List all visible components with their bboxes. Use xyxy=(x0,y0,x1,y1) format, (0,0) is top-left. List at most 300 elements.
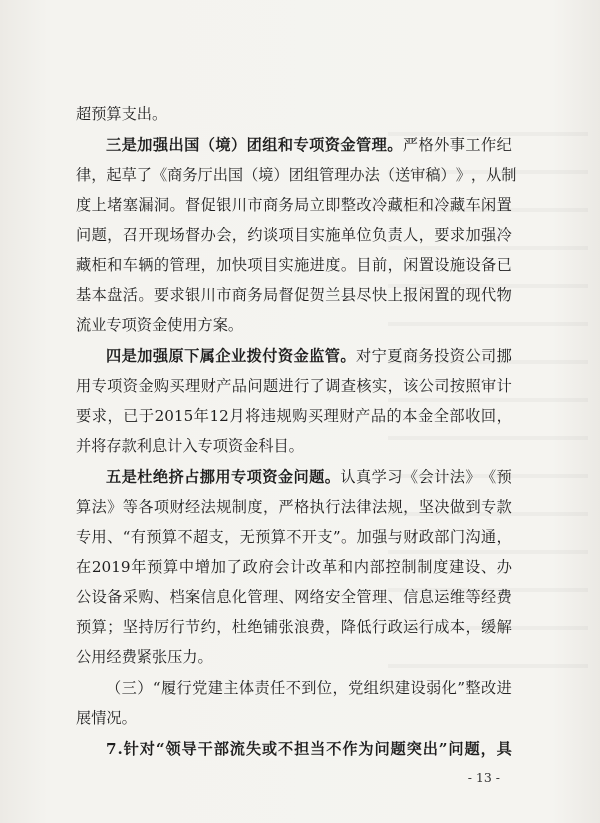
glyph: 制 xyxy=(501,166,517,184)
glyph: 场 xyxy=(169,226,185,244)
glyph: 络 xyxy=(309,588,325,606)
glyph: 管 xyxy=(169,256,185,274)
glyph: 《 xyxy=(481,468,497,486)
glyph: 本 xyxy=(91,286,107,304)
glyph: 闲 xyxy=(403,256,419,274)
text-line xyxy=(76,376,512,396)
glyph: 解 xyxy=(496,618,512,636)
glyph: 预 xyxy=(147,558,163,576)
glyph: 。 xyxy=(341,528,357,546)
glyph: 查 xyxy=(340,377,357,395)
glyph: 管 xyxy=(247,588,263,606)
glyph: 外 xyxy=(434,136,450,154)
glyph: 党 xyxy=(192,679,208,697)
glyph: 柜 xyxy=(91,256,107,274)
glyph: 备 xyxy=(481,256,497,274)
glyph: 法 xyxy=(91,498,107,516)
glyph: 专 xyxy=(91,377,107,395)
glyph: 问 xyxy=(448,740,464,758)
glyph: 费 xyxy=(496,588,512,606)
glyph: 。 xyxy=(169,196,185,214)
glyph: 规 xyxy=(216,498,232,516)
glyph: 本 xyxy=(402,407,418,425)
glyph: 部 xyxy=(449,407,465,425)
glyph: 网 xyxy=(294,588,310,606)
glyph: 和 xyxy=(418,196,434,214)
glyph: 下 xyxy=(184,347,200,365)
glyph: ， xyxy=(403,498,419,516)
glyph: 改 xyxy=(481,679,497,697)
glyph: 资 xyxy=(449,347,465,365)
glyph: 回 xyxy=(480,407,497,425)
glyph: 买 xyxy=(169,377,185,395)
glyph: 于 xyxy=(138,407,155,425)
glyph: 建 xyxy=(207,679,223,697)
glyph: 川 xyxy=(231,196,247,214)
glyph: ， xyxy=(332,679,348,697)
glyph: 失 xyxy=(245,740,262,758)
glyph: 国 xyxy=(184,136,200,154)
glyph: 商 xyxy=(167,166,183,184)
glyph: 是 xyxy=(121,136,137,154)
glyph: 格 xyxy=(418,136,434,154)
glyph: 求 xyxy=(91,407,107,425)
glyph: 干 xyxy=(197,740,213,758)
glyph: 前 xyxy=(371,256,388,274)
glyph: 度 xyxy=(325,256,341,274)
glyph: 息 xyxy=(216,588,232,606)
glyph: 备 xyxy=(107,588,123,606)
glyph: ； xyxy=(107,618,123,636)
glyph: 学 xyxy=(371,468,387,486)
glyph: 调 xyxy=(325,377,341,395)
glyph: 设 xyxy=(434,256,450,274)
glyph: 度 xyxy=(433,558,449,576)
glyph: 金 xyxy=(293,347,309,365)
glyph: 和 xyxy=(277,136,294,154)
glyph: 银 xyxy=(216,196,232,214)
glyph: 计 xyxy=(496,377,512,395)
glyph: 督 xyxy=(278,286,294,304)
glyph: 和 xyxy=(337,558,354,576)
glyph: 报 xyxy=(403,286,419,304)
text-line xyxy=(76,285,512,305)
glyph: 会 xyxy=(216,226,232,244)
glyph: 加 xyxy=(137,347,153,365)
glyph: 产 xyxy=(216,377,232,395)
glyph: 审 xyxy=(410,166,426,184)
glyph: 行 xyxy=(371,618,388,636)
glyph: ） xyxy=(231,136,247,154)
glyph: 了 xyxy=(136,166,152,184)
glyph: 《 xyxy=(402,468,419,486)
glyph: 监 xyxy=(309,347,325,365)
glyph: 到 xyxy=(301,679,317,697)
glyph: 品 xyxy=(370,407,387,425)
glyph: 款 xyxy=(496,498,512,516)
glyph: 出 xyxy=(422,740,438,758)
glyph: 建 xyxy=(449,558,465,576)
text-line xyxy=(76,165,517,185)
glyph: 和 xyxy=(107,256,123,274)
glyph: 整 xyxy=(465,679,481,697)
glyph: 、 xyxy=(387,588,403,606)
glyph: 政 xyxy=(418,528,434,546)
glyph: 藏 xyxy=(76,256,92,274)
glyph: 促 xyxy=(294,286,310,304)
glyph: 设 xyxy=(464,558,481,576)
glyph: 2019 xyxy=(91,558,131,576)
glyph: 务 xyxy=(182,166,198,184)
glyph: ） xyxy=(440,166,456,184)
glyph: 金 xyxy=(277,468,294,486)
glyph: 闲 xyxy=(481,196,497,214)
glyph: 通 xyxy=(480,528,497,546)
glyph: 上 xyxy=(91,196,107,214)
glyph: 或 xyxy=(261,740,278,758)
glyph: 预 xyxy=(146,528,162,546)
glyph: 物 xyxy=(496,286,512,304)
glyph: 律 xyxy=(356,498,372,516)
glyph: 度 xyxy=(247,498,263,516)
glyph: 铺 xyxy=(262,618,279,636)
glyph: 体 xyxy=(238,679,255,697)
glyph: 挤 xyxy=(168,468,184,486)
glyph: 购 xyxy=(138,588,154,606)
glyph: 张 xyxy=(278,618,294,636)
glyph: 厅 xyxy=(197,166,213,184)
glyph: 约 xyxy=(200,618,216,636)
glyph: 宁 xyxy=(371,347,387,365)
glyph: 按 xyxy=(449,377,466,395)
glyph: 信 xyxy=(403,588,419,606)
glyph: 局 xyxy=(294,196,310,214)
glyph: 投 xyxy=(434,347,450,365)
glyph: 题 xyxy=(262,377,279,395)
glyph: 谈 xyxy=(262,226,279,244)
glyph: 计 xyxy=(290,558,306,576)
glyph: 不 xyxy=(177,528,193,546)
glyph: 三 xyxy=(121,679,137,697)
glyph: 执 xyxy=(309,498,325,516)
glyph: 支 xyxy=(208,528,224,546)
glyph: 进 xyxy=(496,679,512,697)
glyph: 强 xyxy=(372,528,388,546)
glyph: 求 xyxy=(449,226,466,244)
glyph: 全 xyxy=(433,407,449,425)
glyph: 格 xyxy=(294,498,310,516)
glyph: 严 xyxy=(278,498,294,516)
glyph: 降 xyxy=(340,618,357,636)
glyph: 冷 xyxy=(434,196,450,214)
glyph: 沟 xyxy=(465,528,481,546)
glyph: （ xyxy=(379,166,395,184)
glyph: 加 xyxy=(137,136,153,154)
glyph: 强 xyxy=(152,347,169,365)
glyph: 建 xyxy=(394,679,411,697)
glyph: 府 xyxy=(258,558,274,576)
glyph: 运 xyxy=(403,618,419,636)
glyph: 算 xyxy=(163,558,179,576)
glyph: 藏 xyxy=(387,196,403,214)
glyph: 车 xyxy=(122,256,138,274)
glyph: 责 xyxy=(254,679,270,697)
glyph: 对 xyxy=(139,740,155,758)
glyph: 的 xyxy=(449,286,466,304)
glyph: 加 xyxy=(210,558,226,576)
glyph: 、 xyxy=(480,558,497,576)
glyph: 照 xyxy=(465,377,481,395)
glyph: 理 xyxy=(371,588,388,606)
glyph: 理 xyxy=(185,256,201,274)
glyph: 该 xyxy=(403,377,419,395)
glyph: 实 xyxy=(278,256,294,274)
glyph: 属 xyxy=(199,347,215,365)
glyph: 拨 xyxy=(246,347,262,365)
text-line xyxy=(76,406,512,426)
glyph: 习 xyxy=(387,468,403,486)
glyph: 政 xyxy=(387,618,403,636)
glyph: 人 xyxy=(403,226,419,244)
glyph: 金 xyxy=(417,407,434,425)
glyph: ， xyxy=(262,498,279,516)
glyph: 求 xyxy=(169,286,185,304)
glyph: 作 xyxy=(481,136,497,154)
glyph: 公 xyxy=(76,588,92,606)
text-line xyxy=(76,104,167,124)
glyph: 品 xyxy=(231,377,247,395)
glyph: 的 xyxy=(386,407,402,425)
glyph: 境 xyxy=(215,136,231,154)
glyph: 核 xyxy=(356,377,372,395)
glyph: 闲 xyxy=(418,286,434,304)
glyph: 当 xyxy=(310,740,326,758)
glyph: 、 xyxy=(278,588,294,606)
glyph: 现 xyxy=(465,286,481,304)
glyph: 经 xyxy=(481,588,497,606)
glyph: “ xyxy=(152,679,161,697)
glyph: 经 xyxy=(185,498,201,516)
glyph: 度 xyxy=(76,196,92,214)
glyph: 法 xyxy=(364,166,380,184)
glyph: 厉 xyxy=(153,618,170,636)
glyph: 兰 xyxy=(325,286,341,304)
glyph: 计 xyxy=(434,468,450,486)
glyph: 织 xyxy=(379,679,395,697)
glyph: ） xyxy=(273,166,289,184)
text-line xyxy=(76,617,512,637)
glyph: 占 xyxy=(184,468,200,486)
glyph: 进 xyxy=(309,256,325,274)
glyph: 坚 xyxy=(122,618,138,636)
glyph: 冷 xyxy=(496,226,512,244)
glyph: 门 xyxy=(449,528,466,546)
glyph: 盘 xyxy=(107,286,123,304)
glyph: 施 xyxy=(294,256,310,274)
glyph: 贺 xyxy=(309,286,325,304)
glyph: ” xyxy=(438,740,448,758)
glyph: 浪 xyxy=(294,618,310,636)
glyph: 信 xyxy=(200,588,216,606)
glyph: 无 xyxy=(239,528,255,546)
glyph: 整 xyxy=(340,196,357,214)
glyph: 管 xyxy=(324,347,340,365)
glyph: ， xyxy=(470,166,487,184)
text-line xyxy=(106,739,512,759)
glyph: ” xyxy=(332,528,341,546)
glyph: 不 xyxy=(326,740,342,758)
glyph: 市 xyxy=(247,196,263,214)
glyph: （ xyxy=(243,166,259,184)
glyph: 用 xyxy=(76,377,92,395)
glyph: 银 xyxy=(185,286,201,304)
glyph: 部 xyxy=(213,740,229,758)
glyph: 真 xyxy=(356,468,372,486)
glyph: 已 xyxy=(123,407,139,425)
glyph: 行 xyxy=(325,498,341,516)
glyph: 出 xyxy=(212,166,228,184)
glyph: 财 xyxy=(403,528,419,546)
glyph: 资 xyxy=(262,468,278,486)
glyph: 用 xyxy=(215,468,231,486)
glyph: 。 xyxy=(324,468,340,486)
glyph: 要 xyxy=(76,407,92,425)
glyph: 开 xyxy=(138,226,154,244)
glyph: 理 xyxy=(323,407,339,425)
glyph: 7 xyxy=(106,740,117,758)
glyph: 超 xyxy=(192,528,209,546)
glyph: 上 xyxy=(387,286,403,304)
glyph: 履 xyxy=(160,679,177,697)
glyph: 安 xyxy=(325,588,341,606)
glyph: 题 xyxy=(464,740,480,758)
glyph: 要 xyxy=(153,286,170,304)
glyph: 有 xyxy=(130,528,146,546)
glyph: 制 xyxy=(231,498,247,516)
glyph: 督 xyxy=(185,226,201,244)
glyph: 辆 xyxy=(138,256,154,274)
glyph: 的 xyxy=(153,256,170,274)
text-line xyxy=(106,135,512,155)
glyph: 。 xyxy=(387,136,403,154)
glyph: 柜 xyxy=(403,196,419,214)
glyph: 算 xyxy=(161,528,178,546)
glyph: 务 xyxy=(247,286,263,304)
glyph: 商 xyxy=(231,286,247,304)
glyph: （ xyxy=(199,136,215,154)
glyph: 项 xyxy=(309,136,325,154)
glyph: 原 xyxy=(168,347,184,365)
glyph: 采 xyxy=(122,588,138,606)
text-line xyxy=(106,346,512,366)
glyph: 认 xyxy=(340,468,356,486)
glyph: 作 xyxy=(342,740,358,758)
glyph: 负 xyxy=(371,226,388,244)
glyph: 弱 xyxy=(426,679,442,697)
text-run: 流业专项资金使用方案。 xyxy=(76,316,244,334)
glyph: 支 xyxy=(317,528,333,546)
glyph: 冷 xyxy=(371,196,388,214)
glyph: 了 xyxy=(226,558,242,576)
glyph: 尽 xyxy=(356,286,372,304)
glyph: 即 xyxy=(325,196,341,214)
glyph: 办 xyxy=(496,558,512,576)
glyph: （ xyxy=(106,679,122,697)
glyph: 基 xyxy=(76,286,92,304)
glyph: 公 xyxy=(418,377,434,395)
glyph: 召 xyxy=(122,226,138,244)
glyph: 市 xyxy=(216,286,232,304)
text-line xyxy=(76,708,137,728)
glyph: 中 xyxy=(178,558,195,576)
glyph: 成 xyxy=(434,618,450,636)
glyph: 资 xyxy=(324,136,340,154)
glyph: 。 xyxy=(340,347,356,365)
glyph: 开 xyxy=(301,528,317,546)
glyph: 、 xyxy=(107,528,123,546)
glyph: 司 xyxy=(481,347,497,365)
glyph: 制 xyxy=(417,558,433,576)
text-line xyxy=(76,647,213,667)
glyph: 案 xyxy=(185,588,201,606)
glyph: 纪 xyxy=(496,136,512,154)
glyph: 活 xyxy=(122,286,138,304)
glyph: 。 xyxy=(138,286,154,304)
text-line xyxy=(76,587,512,607)
glyph: 》 xyxy=(455,166,471,184)
glyph: 不 xyxy=(278,740,294,758)
glyph: 运 xyxy=(434,588,450,606)
glyph: 不 xyxy=(285,679,301,697)
glyph: 车 xyxy=(465,196,481,214)
glyph: ， xyxy=(200,256,216,274)
glyph: 是 xyxy=(121,347,137,365)
glyph: 设 xyxy=(465,256,481,274)
glyph: 专 xyxy=(481,498,497,516)
glyph: 法 xyxy=(200,498,216,516)
glyph: 项 xyxy=(153,498,170,516)
glyph: 问 xyxy=(247,377,263,395)
glyph: 境 xyxy=(258,166,274,184)
glyph: ， xyxy=(387,256,403,274)
glyph: 置 xyxy=(496,196,512,214)
glyph: 费 xyxy=(309,618,325,636)
glyph: 立 xyxy=(309,196,325,214)
glyph: ， xyxy=(107,226,123,244)
glyph: 改 xyxy=(306,558,322,576)
glyph: 到 xyxy=(465,498,481,516)
glyph: 专 xyxy=(76,528,92,546)
glyph: 领 xyxy=(165,740,181,758)
glyph: 设 xyxy=(91,588,107,606)
glyph: 目 xyxy=(262,256,279,274)
glyph: 会 xyxy=(418,468,434,486)
glyph: 算 xyxy=(76,498,92,516)
glyph: 漏 xyxy=(138,196,154,214)
glyph: 低 xyxy=(356,618,372,636)
glyph: 》 xyxy=(465,468,481,486)
glyph: 不 xyxy=(286,528,302,546)
glyph: 增 xyxy=(194,558,210,576)
glyph: 挪 xyxy=(199,468,215,486)
glyph: 管 xyxy=(356,588,372,606)
glyph: 付 xyxy=(262,347,278,365)
text-line xyxy=(76,225,512,245)
glyph: 年 xyxy=(131,558,147,576)
glyph: 公 xyxy=(465,347,481,365)
glyph: 财 xyxy=(200,377,216,395)
glyph: ， xyxy=(496,528,512,546)
